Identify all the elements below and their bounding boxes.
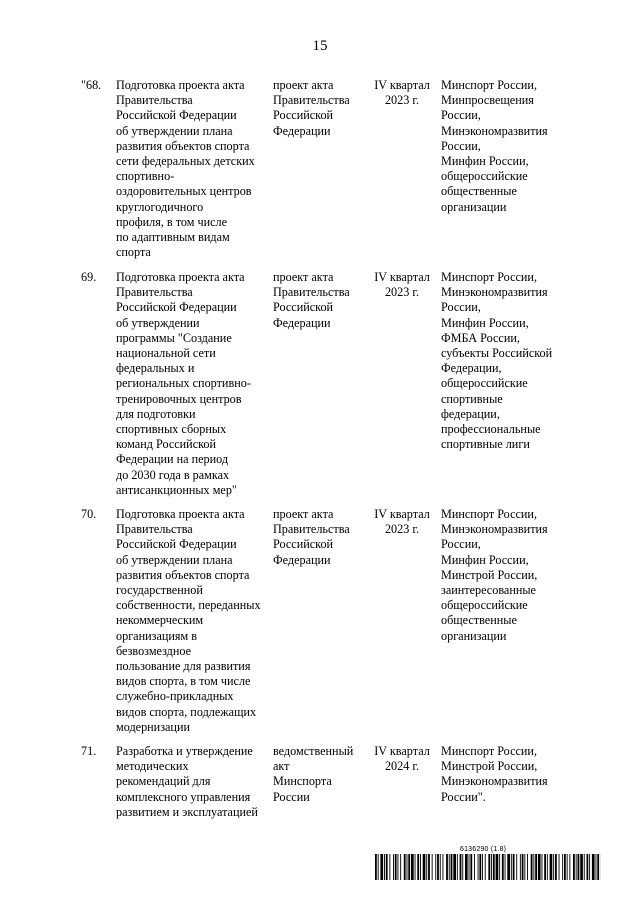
measure-name: Подготовка проекта акта Правительства Российской Федерации об утверждении плана развития объектов спорта сети федеральных детских спортивно- оздоровительных центров круглогодичного профиля, в том числе по адаптивным видам спорта [116,78,255,260]
document-type: проект акта Правительства Российской Федерации [273,78,350,138]
row-number: 71. [81,744,97,758]
deadline: IV квартал 2023 г. [374,270,430,300]
measure-name: Подготовка проекта акта Правительства Российской Федерации об утверждении программы "Создание национальной сети федеральных и региональных спортивно- тренировочных центров для подготовки спортивных сборных команд Российской Федерации на период до 2030 года в рамках антисанкционных мер" [116,270,251,497]
responsible-executors: Минспорт России, Минэкономразвития России, Минфин России, Минстрой России, заинтересованные общероссийские общественные организации [441,507,548,643]
deadline: IV квартал 2024 г. [374,744,430,774]
document-type: ведомственный акт Минспорта России [273,744,354,804]
document-type: проект акта Правительства Российской Федерации [273,507,350,567]
barcode-icon [375,854,601,880]
row-number: "68. [81,78,102,92]
document-type: проект акта Правительства Российской Федерации [273,270,350,330]
responsible-executors: Минспорт России, Минстрой России, Минэкономразвития России". [441,744,548,804]
deadline: IV квартал 2023 г. [374,78,430,108]
responsible-executors: Минспорт России, Минпросвещения России, Минэкономразвития России, Минфин России, общероссийские общественные организации [441,78,548,214]
measure-name: Разработка и утверждение методических рекомендаций для комплексного управления развитием и эксплуатацией [116,744,258,819]
document-code: 6136290 (1.8) [460,846,507,853]
measure-name: Подготовка проекта акта Правительства Российской Федерации об утверждении плана развития объектов спорта государственной собственности, переданных некоммерческим организациям в безвозмездное пользование для развития видов спорта, в том числе служебно-прикладных видов спорта, подлежащих модернизации [116,507,261,734]
row-number: 69. [81,270,97,284]
page-number: 15 [312,38,328,54]
deadline: IV квартал 2023 г. [374,507,430,537]
responsible-executors: Минспорт России, Минэкономразвития России, Минфин России, ФМБА России, субъекты Российской Федерации, общероссийские спортивные федерации, профессиональные спортивные лиги [441,270,553,452]
row-number: 70. [81,507,97,521]
